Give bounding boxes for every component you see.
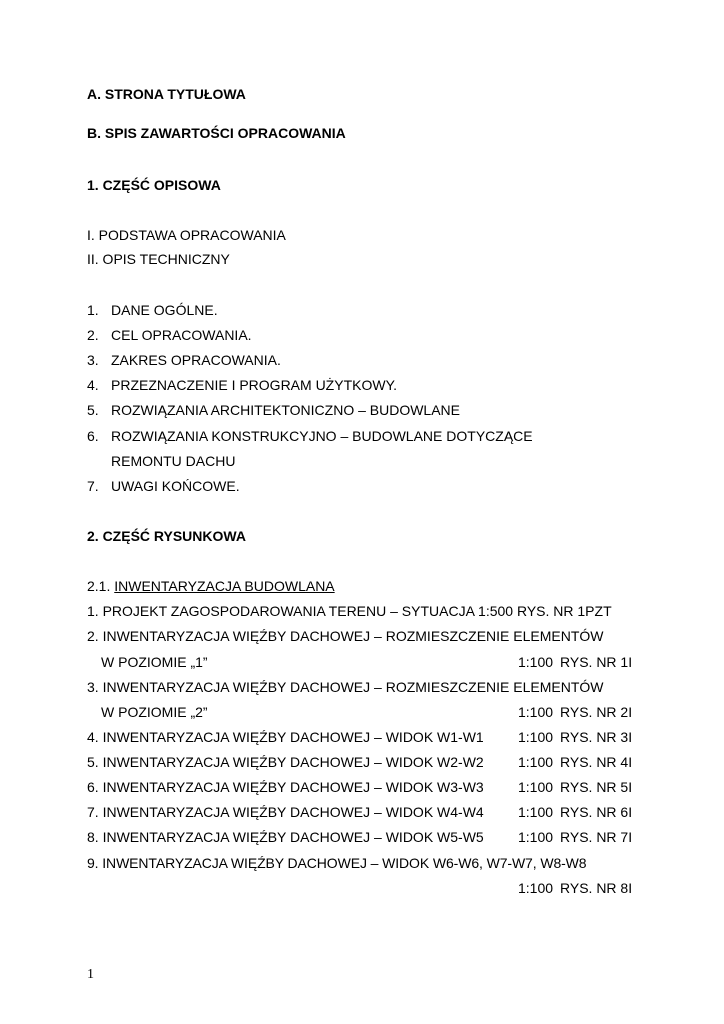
roman-item-1: I. PODSTAWA OPRACOWANIA xyxy=(87,227,286,243)
heading-title-page: A. STRONA TYTUŁOWA xyxy=(87,86,246,102)
list-number: 5. xyxy=(87,402,99,418)
list-text: CEL OPRACOWANIA. xyxy=(111,327,252,343)
drawing-scale: 1:100 xyxy=(518,804,554,820)
drawing-scale: 1:100 xyxy=(518,654,554,670)
list-number: 7. xyxy=(87,478,99,494)
drawing-row: 6. INWENTARYZACJA WIĘŹBY DACHOWEJ – WIDOK W3-W3 xyxy=(87,779,484,795)
list-item xyxy=(87,301,218,319)
list-text: PRZEZNACZENIE I PROGRAM UŻYTKOWY. xyxy=(111,377,397,393)
heading-contents: B. SPIS ZAWARTOŚCI OPRACOWANIA xyxy=(87,125,346,141)
list-item-continuation: REMONTU DACHU xyxy=(111,453,236,469)
subsection-title: INWENTARYZACJA BUDOWLANA xyxy=(114,578,335,594)
list-item xyxy=(87,427,533,445)
drawing-row-2-cont: W POZIOMIE „1” xyxy=(101,654,208,670)
list-number: 6. xyxy=(87,428,99,444)
page-number: 1 xyxy=(87,967,94,982)
list-text: ROZWIĄZANIA KONSTRUKCYJNO – BUDOWLANE DOTYCZĄCE xyxy=(111,428,533,444)
subsection-heading xyxy=(87,577,335,595)
drawing-row-3: 3. INWENTARYZACJA WIĘŹBY DACHOWEJ – ROZMIESZCZENIE ELEMENTÓW xyxy=(87,679,604,695)
heading-descriptive-part: 1. CZĘŚĆ OPISOWA xyxy=(87,177,221,193)
roman-item-2: II. OPIS TECHNICZNY xyxy=(87,251,230,267)
list-item xyxy=(87,477,240,495)
list-text: UWAGI KOŃCOWE. xyxy=(111,478,240,494)
drawing-ref: RYS. NR 7I xyxy=(560,829,633,845)
drawing-row: 4. INWENTARYZACJA WIĘŹBY DACHOWEJ – WIDOK W1-W1 xyxy=(87,729,484,745)
list-text: ZAKRES OPRACOWANIA. xyxy=(111,352,281,368)
drawing-scale: 1:100 xyxy=(518,829,554,845)
list-text: ROZWIĄZANIA ARCHITEKTONICZNO – BUDOWLANE xyxy=(111,402,461,418)
list-number: 1. xyxy=(87,302,99,318)
subsection-number: 2.1. xyxy=(87,578,115,594)
list-number: 3. xyxy=(87,352,99,368)
drawing-ref: RYS. NR 8I xyxy=(560,880,633,896)
drawing-row-2: 2. INWENTARYZACJA WIĘŹBY DACHOWEJ – ROZMIESZCZENIE ELEMENTÓW xyxy=(87,628,604,644)
drawing-row: 5. INWENTARYZACJA WIĘŹBY DACHOWEJ – WIDOK W2-W2 xyxy=(87,754,484,770)
drawing-row: 7. INWENTARYZACJA WIĘŹBY DACHOWEJ – WIDOK W4-W4 xyxy=(87,804,484,820)
drawing-ref: RYS. NR 1I xyxy=(560,654,633,670)
list-item xyxy=(87,351,281,369)
drawing-scale: 1:100 xyxy=(518,704,554,720)
drawing-row-1: 1. PROJEKT ZAGOSPODAROWANIA TERENU – SYTUACJA 1:500 RYS. NR 1PZT xyxy=(87,603,612,619)
list-number: 2. xyxy=(87,327,99,343)
drawing-ref: RYS. NR 5I xyxy=(560,779,633,795)
drawing-ref: RYS. NR 4I xyxy=(560,754,633,770)
drawing-row: 8. INWENTARYZACJA WIĘŹBY DACHOWEJ – WIDOK W5-W5 xyxy=(87,829,484,845)
drawing-scale: 1:100 xyxy=(518,880,554,896)
list-number: 4. xyxy=(87,377,99,393)
heading-drawing-part: 2. CZĘŚĆ RYSUNKOWA xyxy=(87,528,246,544)
list-item xyxy=(87,401,460,419)
drawing-ref: RYS. NR 3I xyxy=(560,729,633,745)
list-text: DANE OGÓLNE. xyxy=(111,302,218,318)
drawing-ref: RYS. NR 6I xyxy=(560,804,633,820)
drawing-scale: 1:100 xyxy=(518,779,554,795)
drawing-scale: 1:100 xyxy=(518,754,554,770)
drawing-ref: RYS. NR 2I xyxy=(560,704,633,720)
drawing-row-3-cont: W POZIOMIE „2” xyxy=(101,704,208,720)
drawing-row-9: 9. INWENTARYZACJA WIĘŹBY DACHOWEJ – WIDOK W6-W6, W7-W7, W8-W8 xyxy=(87,855,587,871)
list-item xyxy=(87,376,397,394)
list-item xyxy=(87,326,252,344)
drawing-scale: 1:100 xyxy=(518,729,554,745)
